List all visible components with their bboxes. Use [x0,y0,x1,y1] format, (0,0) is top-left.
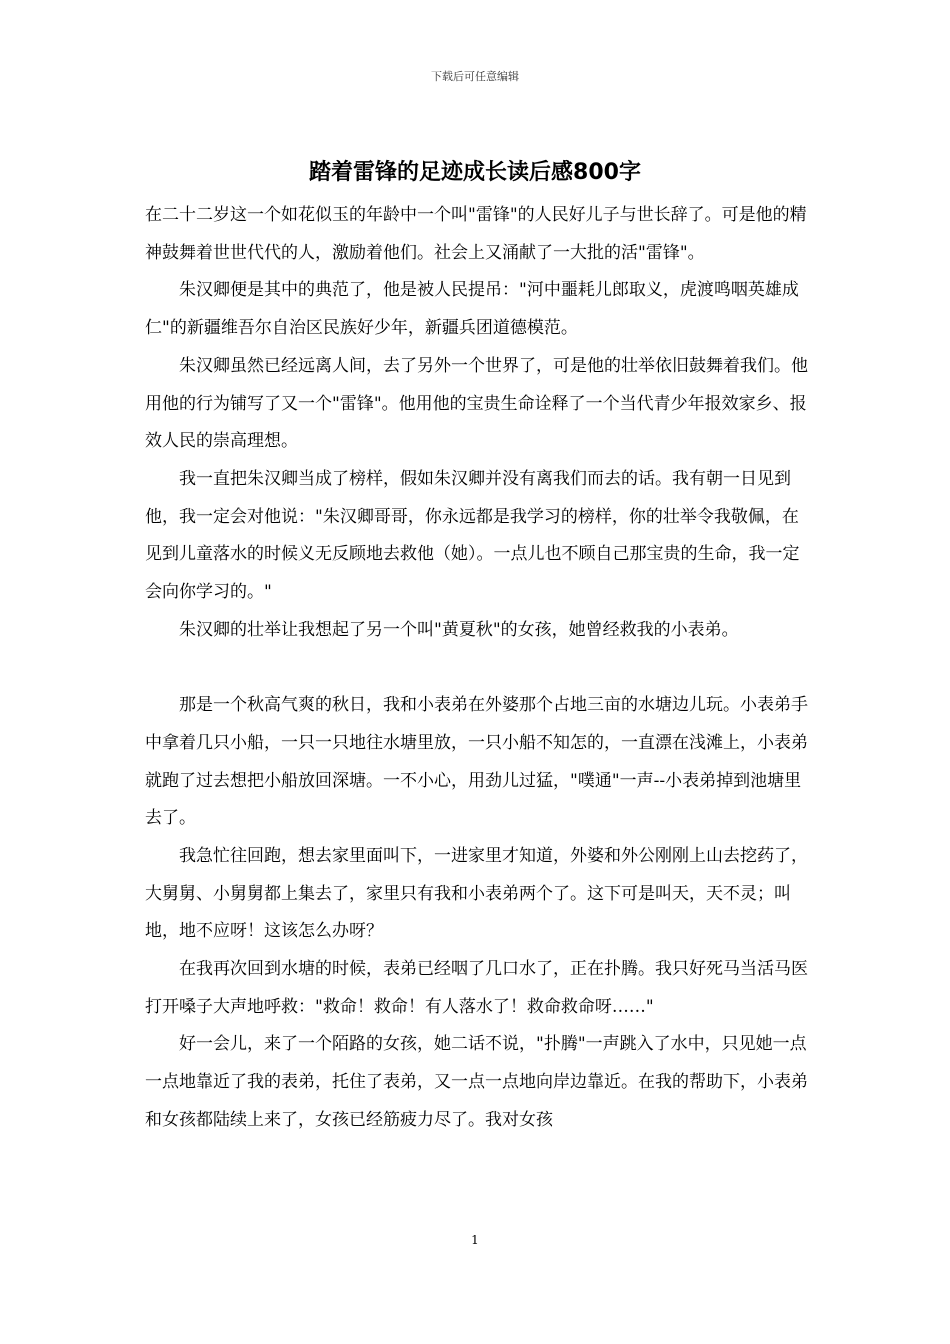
paragraph: 朱汉卿虽然已经远离人间，去了另外一个世界了，可是他的壮举依旧鼓舞着我们。他用他的行为铺写了又一个"雷锋"。他用他的宝贵生命诠释了一个当代青少年报效家乡、报效人民的崇高理想。 [145,355,808,452]
paragraph: 好一会儿，来了一个陌路的女孩，她二话不说，"扑腾"一声跳入了水中，只见她一点一点地靠近了我的表弟，托住了表弟，又一点一点地向岸边靠近。在我的帮助下，小表弟和女孩都陆续上来了，女孩已经筋疲力尽了。我对女孩 [145,1034,808,1130]
page-header: 下载后可任意编辑 [431,70,519,83]
page-number: 1 [471,1233,479,1247]
paragraph: 我急忙往回跑，想去家里面叫下，一进家里才知道，外婆和外公刚刚上山去挖药了，大舅舅、小舅舅都上集去了，家里只有我和小表弟两个了。这下可是叫天，天不灵；叫地，地不应呀！这该怎么办呀？ [145,845,808,942]
paragraph: 在二十二岁这一个如花似玉的年龄中一个叫"雷锋"的人民好儿子与世长辞了。可是他的精神鼓舞着世世代代的人，激励着他们。社会上又涌献了一大批的活"雷锋"。 [145,205,807,263]
document-title: 踏着雷锋的足迹成长读后感800字 [309,160,641,185]
paragraph: 那是一个秋高气爽的秋日，我和小表弟在外婆那个占地三亩的水塘边儿玩。小表弟手中拿着几只小船，一只一只地往水塘里放，一只小船不知怎的，一直漂在浅滩上，小表弟就跑了过去想把小船放回深塘。一不小心，用劲儿过猛，"噗通"一声--小表弟掉到池塘里去了。 [145,695,808,829]
paragraph: 朱汉卿便是其中的典范了，他是被人民提吊："河中噩耗儿郎取义，虎渡鸣咽英雄成仁"的新疆维吾尔自治区民族好少年，新疆兵团道德模范。 [145,280,799,339]
paragraph: 在我再次回到水塘的时候，表弟已经咽了几口水了，正在扑腾。我只好死马当活马医打开嗓子大声地呼救："救命！救命！有人落水了！救命救命呀……" [145,959,808,1017]
paragraph-gap [145,649,810,687]
document-body [145,197,810,1140]
paragraph: 朱汉卿的壮举让我想起了另一个叫"黄夏秋"的女孩，她曾经救我的小表弟。 [179,619,739,640]
paragraph: 我一直把朱汉卿当成了榜样，假如朱汉卿并没有离我们而去的话。我有朝一日见到他，我一定会对他说："朱汉卿哥哥，你永远都是我学习的榜样，你的壮举令我敬佩，在见到儿童落水的时候义无反顾地去救他（她）。一点儿也不顾自己那宝贵的生命，我一定会向你学习的。" [145,468,800,603]
